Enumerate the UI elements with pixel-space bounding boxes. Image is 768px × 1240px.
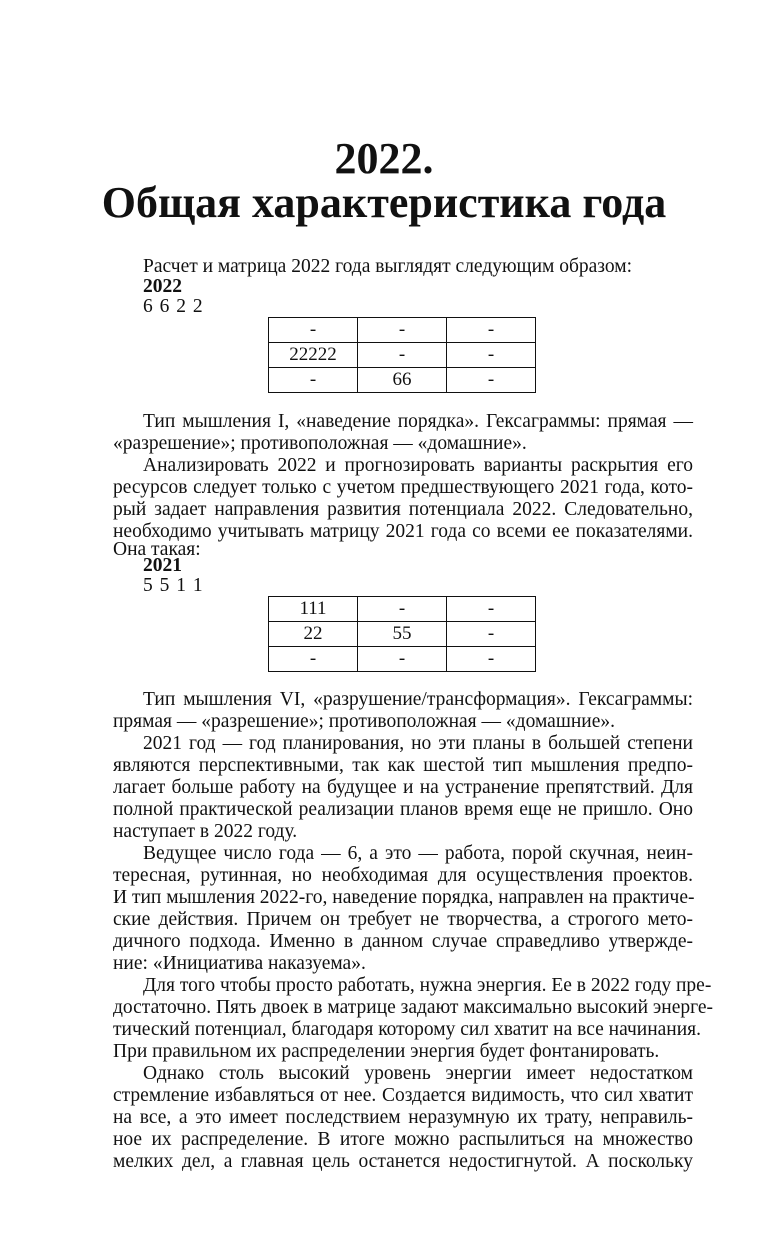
matrix-cell: - (447, 368, 536, 393)
matrix-cell: 22222 (269, 343, 358, 368)
matrix-cell: - (447, 622, 536, 647)
matrix-cell: 111 (269, 597, 358, 622)
matrix-cell: - (447, 318, 536, 343)
paragraph-line: лагает больше работу на будущее и на устранение препятствий. Для (113, 777, 693, 798)
paragraph-line: достаточно. Пять двоек в матрице задают максимально высокий энерге- (113, 997, 713, 1018)
paragraph-line: ресурсов следует только с учетом предшествующего 2021 года, кото- (113, 477, 693, 498)
paragraph-line: При правильном их распределении энергия будет фонтанировать. (113, 1041, 660, 1062)
matrix-cell: - (269, 647, 358, 672)
matrix-2022 (268, 317, 536, 393)
paragraph-line: Она такая: (113, 539, 201, 560)
matrix-cell: - (447, 597, 536, 622)
paragraph-line: дичного подхода. Именно в данном случае справедливо утвержде- (113, 931, 693, 952)
paragraph-line: «разрешение»; противоположная — «домашние». (113, 433, 527, 454)
table-row (269, 318, 536, 343)
paragraph-line: наступает в 2022 году. (113, 821, 298, 842)
matrix-cell: - (269, 368, 358, 393)
year-2022-digits: 6 6 2 2 (143, 296, 204, 317)
paragraph-line: Для того чтобы просто работать, нужна энергия. Ее в 2022 году пре- (143, 975, 712, 996)
paragraph-line: И тип мышления 2022-го, наведение порядка, направлен на практиче- (113, 887, 695, 908)
matrix-cell: 66 (358, 368, 447, 393)
paragraph-line: Однако столь высокий уровень энергии имеет недостатком (143, 1063, 693, 1084)
matrix-cell: - (358, 597, 447, 622)
paragraph-line: прямая — «разрешение»; противоположная — «домашние». (113, 711, 615, 732)
paragraph-line: 2021 год — год планирования, но эти планы в большей степени (143, 733, 693, 754)
matrix-cell: - (447, 647, 536, 672)
matrix-cell: 22 (269, 622, 358, 647)
year-2021-label: 2021 (143, 555, 182, 576)
matrix-2021 (268, 596, 536, 672)
matrix-cell: - (447, 343, 536, 368)
paragraph-line: тересная, рутинная, но необходимая для осуществления проектов. (113, 865, 693, 886)
paragraph-line: являются перспективными, так как шестой тип мышления предпо- (113, 755, 693, 776)
paragraph-line: рый задает направления развития потенциала 2022. Следовательно, (113, 499, 693, 520)
paragraph-line: Анализировать 2022 и прогнозировать варианты раскрытия его (143, 455, 693, 476)
paragraph-line: на все, а это имеет последствием неразумную их трату, неправиль- (113, 1107, 693, 1128)
paragraph-line: Ведущее число года — 6, а это — работа, порой скучная, неин- (143, 843, 693, 864)
paragraph-line: ное их распределение. В итоге можно распылиться на множество (113, 1129, 693, 1150)
paragraph-line: ние: «Инициатива наказуема». (113, 953, 366, 974)
matrix-cell: 55 (358, 622, 447, 647)
paragraph-line: Тип мышления I, «наведение порядка». Гексаграммы: прямая — (143, 411, 693, 432)
matrix-cell: - (358, 318, 447, 343)
paragraph-line: стремление избавляться от нее. Создается видимость, что сил хватит (113, 1085, 693, 1106)
table-row (269, 343, 536, 368)
table-row (269, 368, 536, 393)
table-row (269, 622, 536, 647)
table-row (269, 597, 536, 622)
matrix-cell: - (358, 343, 447, 368)
page-title-year: 2022. (334, 134, 434, 183)
intro-text: Расчет и матрица 2022 года выглядят следующим образом: (143, 256, 633, 277)
table-row (269, 647, 536, 672)
matrix-cell: - (269, 318, 358, 343)
paragraph-line: Тип мышления VI, «разрушение/трансформация». Гексаграммы: (143, 689, 693, 710)
paragraph-line: необходимо учитывать матрицу 2021 года со всеми ее показателями. (113, 521, 693, 542)
paragraph-line: полной практической реализации планов время еще не пришло. Оно (113, 799, 693, 820)
paragraph-line: ские действия. Причем он требует не творчества, а строгого мето- (113, 909, 693, 930)
year-2022-label: 2022 (143, 276, 182, 297)
page-title-heading: Общая характеристика года (101, 178, 667, 227)
year-2021-digits: 5 5 1 1 (143, 575, 204, 596)
matrix-cell: - (358, 647, 447, 672)
paragraph-line: тический потенциал, благодаря которому сил хватит на все начинания. (113, 1019, 702, 1040)
paragraph-line: мелких дел, а главная цель останется недостигнутой. А поскольку (113, 1151, 693, 1172)
